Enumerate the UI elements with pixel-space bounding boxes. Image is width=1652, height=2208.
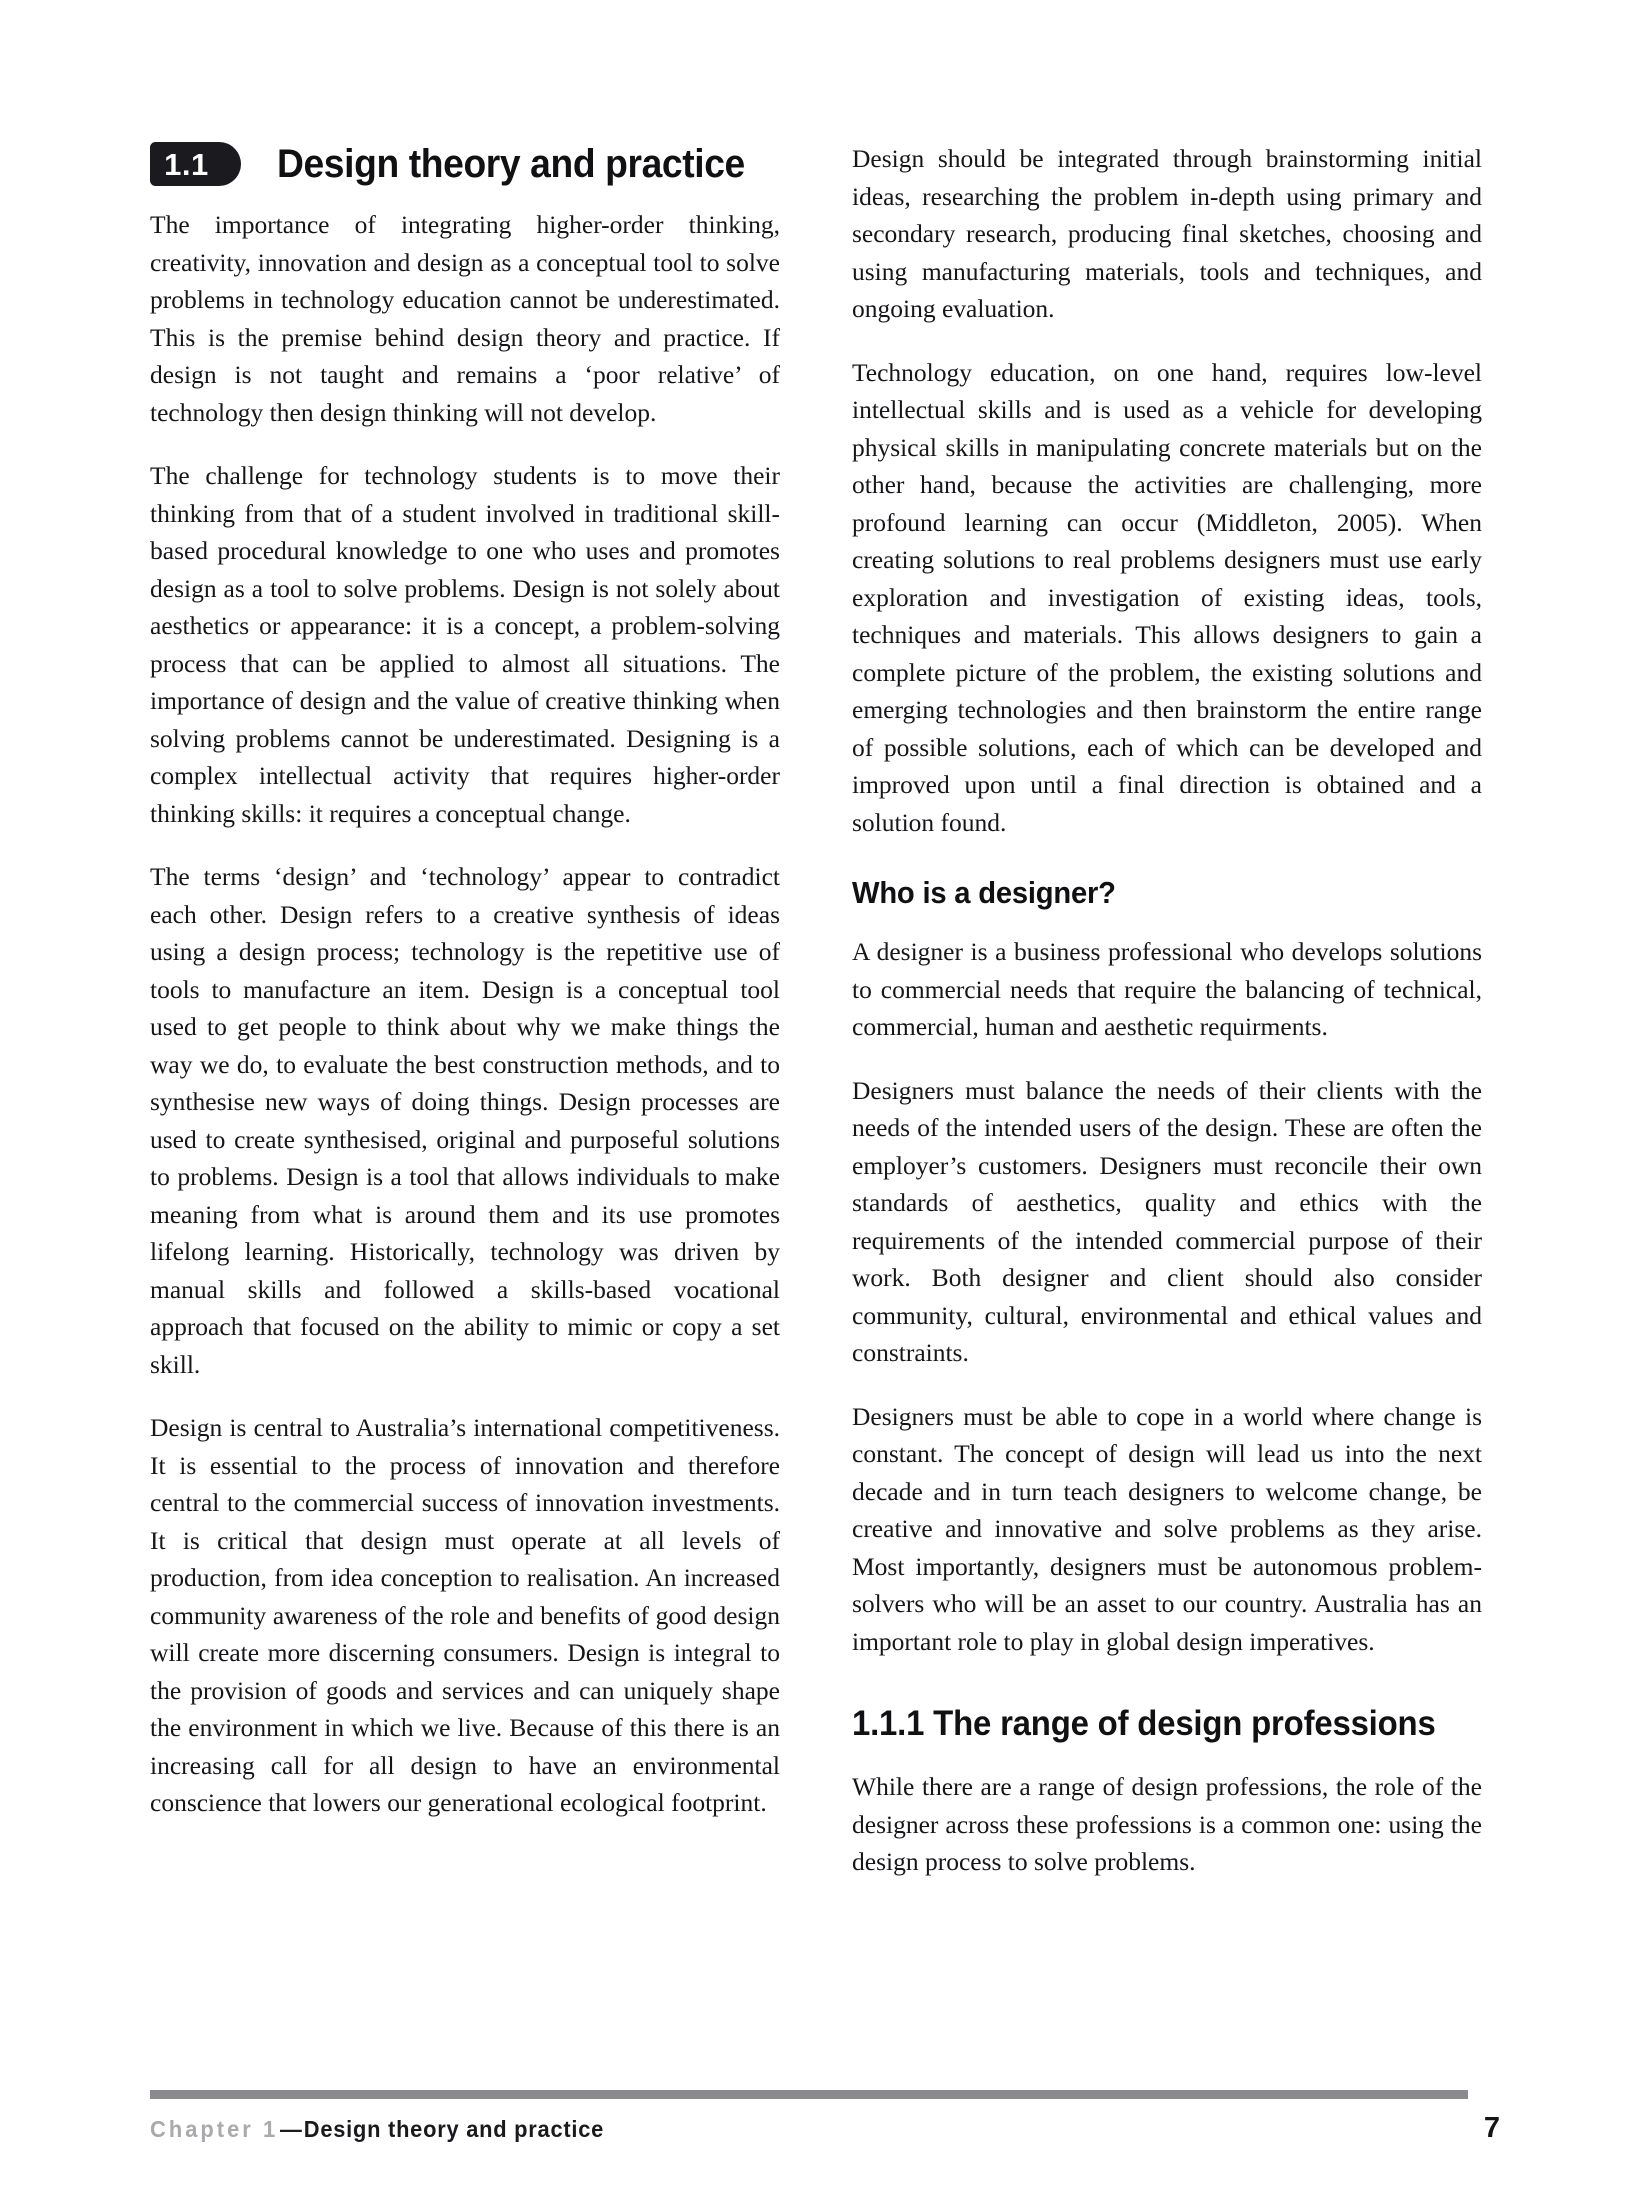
paragraph: Design is central to Australia’s international competitiveness. It is essential to the process of innovation and therefore central to the commercial success of innovation investments. It is critical that design must operate at all levels of production, from idea conception to realisation. An increased community awareness of the role and benefits of good design will create more discerning consumers. Design is integral to the provision of goods and services and can uniquely shape the environment in which we live. Because of this there is an increasing call for all design to have an environmental conscience that lowers our generational ecological footprint. [150, 1413, 780, 1817]
two-column-layout [150, 140, 1482, 1881]
subheading-range-of-design-professions: 1.1.1 The range of design professions [852, 1704, 1436, 1743]
footer-chapter-line [150, 2116, 604, 2143]
left-column [150, 140, 780, 1822]
paragraph: Designers must be able to cope in a world where change is constant. The concept of design will lead us into the next decade and in turn teach designers to welcome change, be creative and innovative and solve problems as they arise. Most importantly, designers must be autonomous problem-solvers who will be an asset to our country. Australia has an important role to play in global design imperatives. [852, 1401, 1482, 1656]
section-number-badge: 1.1 [150, 142, 241, 186]
paragraph: A designer is a business professional who develops solutions to commercial needs that require the balancing of technical, commercial, human and aesthetic requirments. [852, 937, 1482, 1041]
subheading-who-is-a-designer: Who is a designer? [852, 875, 1116, 910]
footer-chapter-title: Design theory and practice [303, 2116, 605, 2142]
page-number: 7 [1483, 2112, 1500, 2144]
footer-chapter-label: Chapter 1 [150, 2116, 279, 2142]
paragraph: Technology education, on one hand, requires low-level intellectual skills and is used as a vehicle for developing physical skills in manipulating concrete materials but on the other hand, because the activities are challenging, more profound learning can occur (Middleton, 2005). When creating solutions to real problems designers must use early exploration and investigation of existing ideas, tools, techniques and materials. This allows designers to gain a complete picture of the problem, the existing solutions and emerging technologies and then brainstorm the entire range of possible solutions, each of which can be developed and improved upon until a final direction is obtained and a solution found. [852, 357, 1482, 837]
paragraph: Design should be integrated through brainstorming initial ideas, researching the problem in-depth using primary and secondary research, producing final sketches, choosing and using manufacturing materials, tools and techniques, and ongoing evaluation. [852, 144, 1482, 323]
paragraph: While there are a range of design professions, the role of the designer across these professions is a common one: using the design process to solve problems. [852, 1772, 1482, 1876]
page-title: Design theory and practice [276, 141, 745, 186]
footer-divider [150, 2090, 1468, 2099]
page-footer [150, 2090, 1500, 2145]
paragraph: The terms ‘design’ and ‘technology’ appear to contradict each other. Design refers to a creative synthesis of ideas using a design process; technology is the repetitive use of tools to manufacture an item. Design is a conceptual tool used to get people to think about why we make things the way we do, to evaluate the best construction methods, and to synthesise new ways of doing things. Design processes are used to create synthesised, original and purposeful solutions to problems. Design is a tool that allows individuals to make meaning from what is around them and its use promotes lifelong learning. Historically, technology was driven by manual skills and followed a skills-based vocational approach that focused on the ability to mimic or copy a set skill. [150, 862, 780, 1379]
paragraph: The importance of integrating higher-order thinking, creativity, innovation and design as a conceptual tool to solve problems in technology education cannot be underestimated. This is the premise behind design theory and practice. If design is not taught and remains a ‘poor relative’ of technology then design thinking will not develop. [150, 210, 780, 427]
page-content [150, 140, 1482, 1970]
footer-dash: — [280, 2116, 302, 2142]
paragraph: The challenge for technology students is to move their thinking from that of a student involved in traditional skill-based procedural knowledge to one who uses and promotes design as a tool to solve problems. Design is not solely about aesthetics or appearance: it is a concept, a problem-solving process that can be applied to almost all situations. The importance of design and the value of creative thinking when solving problems cannot be underestimated. Designing is a complex intellectual activity that requires higher-order thinking skills: it requires a conceptual change. [150, 461, 780, 828]
footer-row [150, 2112, 1500, 2145]
right-column [852, 140, 1482, 1881]
paragraph: Designers must balance the needs of their clients with the needs of the intended users of the design. These are often the employer’s customers. Designers must reconcile their own standards of aesthetics, quality and ethics with the requirements of the intended commercial purpose of their work. Both designer and client should also consider community, cultural, environmental and ethical values and constraints. [852, 1075, 1482, 1367]
section-heading [150, 140, 780, 188]
